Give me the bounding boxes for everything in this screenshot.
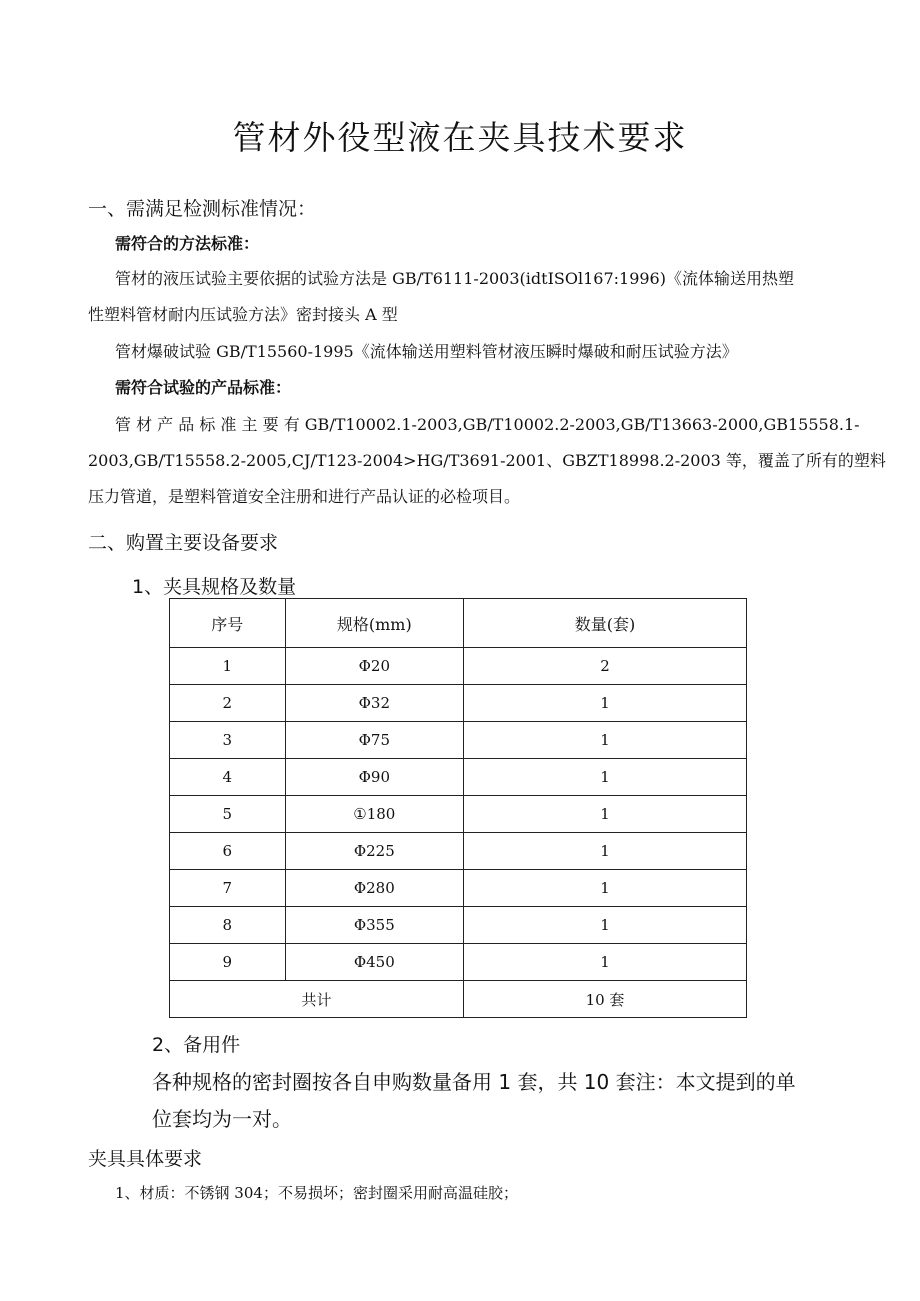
subsection-spare-parts: 2、备用件 [152, 1034, 241, 1056]
cell-quantity: 1 [464, 722, 747, 759]
table-row [170, 907, 747, 944]
product-text-line2: 2003,GB/T15558.2-2005,CJ/T123-2004>HG/T3691-2001、GBZT18998.2-2003 等，覆盖了所有的塑料 [88, 451, 886, 470]
section1-heading: 一、需满足检测标准情况： [88, 198, 317, 220]
spare-text-line2: 位套均为一对。 [152, 1107, 292, 1131]
table-total-row [170, 981, 747, 1018]
table-row [170, 833, 747, 870]
table-row [170, 648, 747, 685]
cell-quantity: 1 [464, 833, 747, 870]
cell-spec: Φ225 [285, 833, 463, 870]
table-row [170, 796, 747, 833]
total-value: 10 套 [464, 981, 747, 1018]
cell-index: 9 [170, 944, 286, 981]
cell-spec: ①180 [285, 796, 463, 833]
method-text-2: 管材爆破试验 GB/T15560-1995《流体输送用塑料管材液压瞬时爆破和耐压试验方法》 [115, 342, 738, 361]
cell-spec: Φ280 [285, 870, 463, 907]
cell-index: 4 [170, 759, 286, 796]
cell-quantity: 1 [464, 796, 747, 833]
table-header-row [170, 599, 747, 648]
cell-quantity: 1 [464, 870, 747, 907]
section2-heading: 二、购置主要设备要求 [88, 532, 279, 554]
spare-text-line1: 各种规格的密封圈按各自申购数量备用 1 套，共 10 套注：本文提到的单 [152, 1070, 796, 1094]
subsection-fixture-spec-text: 1、夹具规格及数量 [132, 576, 297, 598]
table-row [170, 685, 747, 722]
page-title: 管材外役型液在夹具技术要求 [232, 118, 688, 157]
cell-quantity: 2 [464, 648, 747, 685]
header-spec: 规格(mm) [285, 599, 463, 648]
cell-spec: Φ32 [285, 685, 463, 722]
cell-index: 6 [170, 833, 286, 870]
section3-heading: 夹具具体要求 [88, 1148, 203, 1170]
cell-index: 3 [170, 722, 286, 759]
cell-spec: Φ75 [285, 722, 463, 759]
cell-index: 1 [170, 648, 286, 685]
cell-spec: Φ90 [285, 759, 463, 796]
cell-spec: Φ20 [285, 648, 463, 685]
subsection-fixture-spec [132, 572, 296, 599]
method-text-1-line1: 管材的液压试验主要依据的试验方法是 GB/T6111-2003(idtISOl167:1996)《流体输送用热塑 [115, 269, 794, 288]
cell-index: 8 [170, 907, 286, 944]
cell-quantity: 1 [464, 685, 747, 722]
table-row [170, 944, 747, 981]
cell-quantity: 1 [464, 944, 747, 981]
cell-index: 5 [170, 796, 286, 833]
cell-index: 2 [170, 685, 286, 722]
method-standard-label: 需符合的方法标准： [115, 234, 260, 253]
requirement-item-1: 1、材质：不锈钢 304；不易损坏；密封圈采用耐高温硅胶； [115, 1184, 518, 1202]
fixture-spec-table [169, 598, 747, 1018]
cell-index: 7 [170, 870, 286, 907]
table-row [170, 722, 747, 759]
cell-quantity: 1 [464, 759, 747, 796]
cell-spec: Φ450 [285, 944, 463, 981]
header-index: 序号 [170, 599, 286, 648]
product-text-line1: 管 材 产 品 标 准 主 要 有 GB/T10002.1-2003,GB/T10002.2-2003,GB/T13663-2000,GB15558.1- [115, 415, 860, 434]
table-row [170, 870, 747, 907]
header-quantity: 数量(套) [464, 599, 747, 648]
method-text-1-line2: 性塑料管材耐内压试验方法》密封接头 A 型 [88, 305, 398, 324]
cell-quantity: 1 [464, 907, 747, 944]
cell-spec: Φ355 [285, 907, 463, 944]
total-label: 共计 [170, 981, 464, 1018]
table-row [170, 759, 747, 796]
product-text-line3: 压力管道，是塑料管道安全注册和进行产品认证的必检项目。 [88, 487, 521, 506]
product-standard-label: 需符合试验的产品标准： [115, 378, 292, 397]
